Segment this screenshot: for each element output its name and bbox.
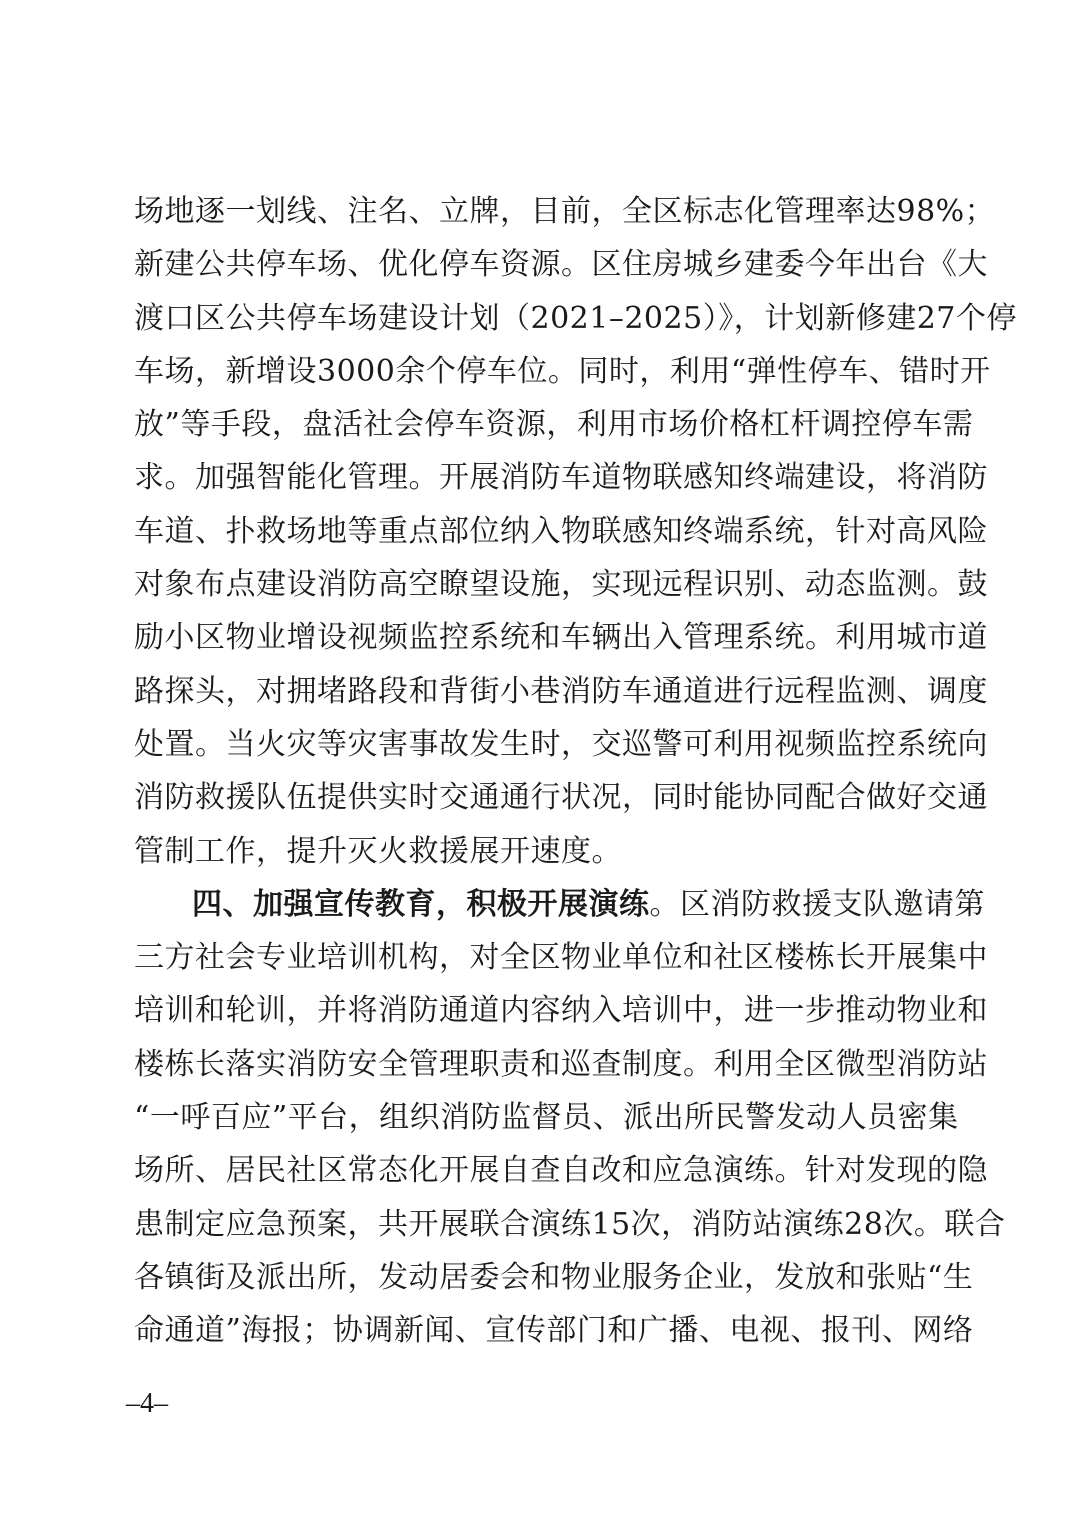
text-line: 车道、扑救场地等重点部位纳入物联感知终端系统，针对高风险 xyxy=(134,513,988,549)
body-text xyxy=(134,185,1017,1358)
text-line: 管制工作，提升灭火救援展开速度。 xyxy=(134,833,622,869)
text-line: 放”等手段，盘活社会停车资源，利用市场价格杠杆调控停车需 xyxy=(134,407,974,443)
text-line: 命通道”海报；协调新闻、宣传部门和广播、电视、报刊、网络 xyxy=(134,1313,974,1349)
section-first-line xyxy=(134,878,985,931)
text-line: 路探头，对拥堵路段和背街小巷消防车通道进行远程监测、调度 xyxy=(134,673,988,709)
text-line: 培训和轮训，并将消防通道内容纳入培训中，进一步推动物业和 xyxy=(134,993,988,1029)
page-number: –4– xyxy=(126,1388,168,1419)
text-line: 求。加强智能化管理。开展消防车道物联感知终端建设，将消防 xyxy=(134,460,988,496)
text-line: “一呼百应”平台，组织消防监督员、派出所民警发动人员密集 xyxy=(134,1100,959,1136)
text-line: 消防救援队伍提供实时交通通行状况，同时能协同配合做好交通 xyxy=(134,780,988,816)
section-heading: 四、加强宣传教育，积极开展演练 xyxy=(192,886,650,922)
text-line: 新建公共停车场、优化停车资源。区住房城乡建委今年出台《大 xyxy=(134,247,988,283)
text-line: 渡口区公共停车场建设计划（2021–2025）》，计划新修建27个停 xyxy=(134,300,1017,336)
section-first-line-text: 。区消防救援支队邀请第 xyxy=(649,886,985,922)
text-line: 三方社会专业培训机构，对全区物业单位和社区楼栋长开展集中 xyxy=(134,940,988,976)
text-line: 处置。当火灾等灾害事故发生时，交巡警可利用视频监控系统向 xyxy=(134,726,988,762)
text-line: 励小区物业增设视频监控系统和车辆出入管理系统。利用城市道 xyxy=(134,620,988,656)
text-line: 场所、居民社区常态化开展自查自改和应急演练。针对发现的隐 xyxy=(134,1153,988,1189)
text-line: 患制定应急预案，共开展联合演练15次，消防站演练28次。联合 xyxy=(134,1206,1006,1242)
text-line: 楼栋长落实消防安全管理职责和巡查制度。利用全区微型消防站 xyxy=(134,1046,988,1082)
text-line: 对象布点建设消防高空瞭望设施，实现远程识别、动态监测。鼓 xyxy=(134,567,988,603)
text-line: 车场，新增设3000余个停车位。同时，利用“弹性停车、错时开 xyxy=(134,353,991,389)
text-line: 各镇街及派出所，发动居委会和物业服务企业，发放和张贴“生 xyxy=(134,1259,974,1295)
text-line: 场地逐一划线、注名、立牌，目前，全区标志化管理率达98%； xyxy=(134,194,996,229)
